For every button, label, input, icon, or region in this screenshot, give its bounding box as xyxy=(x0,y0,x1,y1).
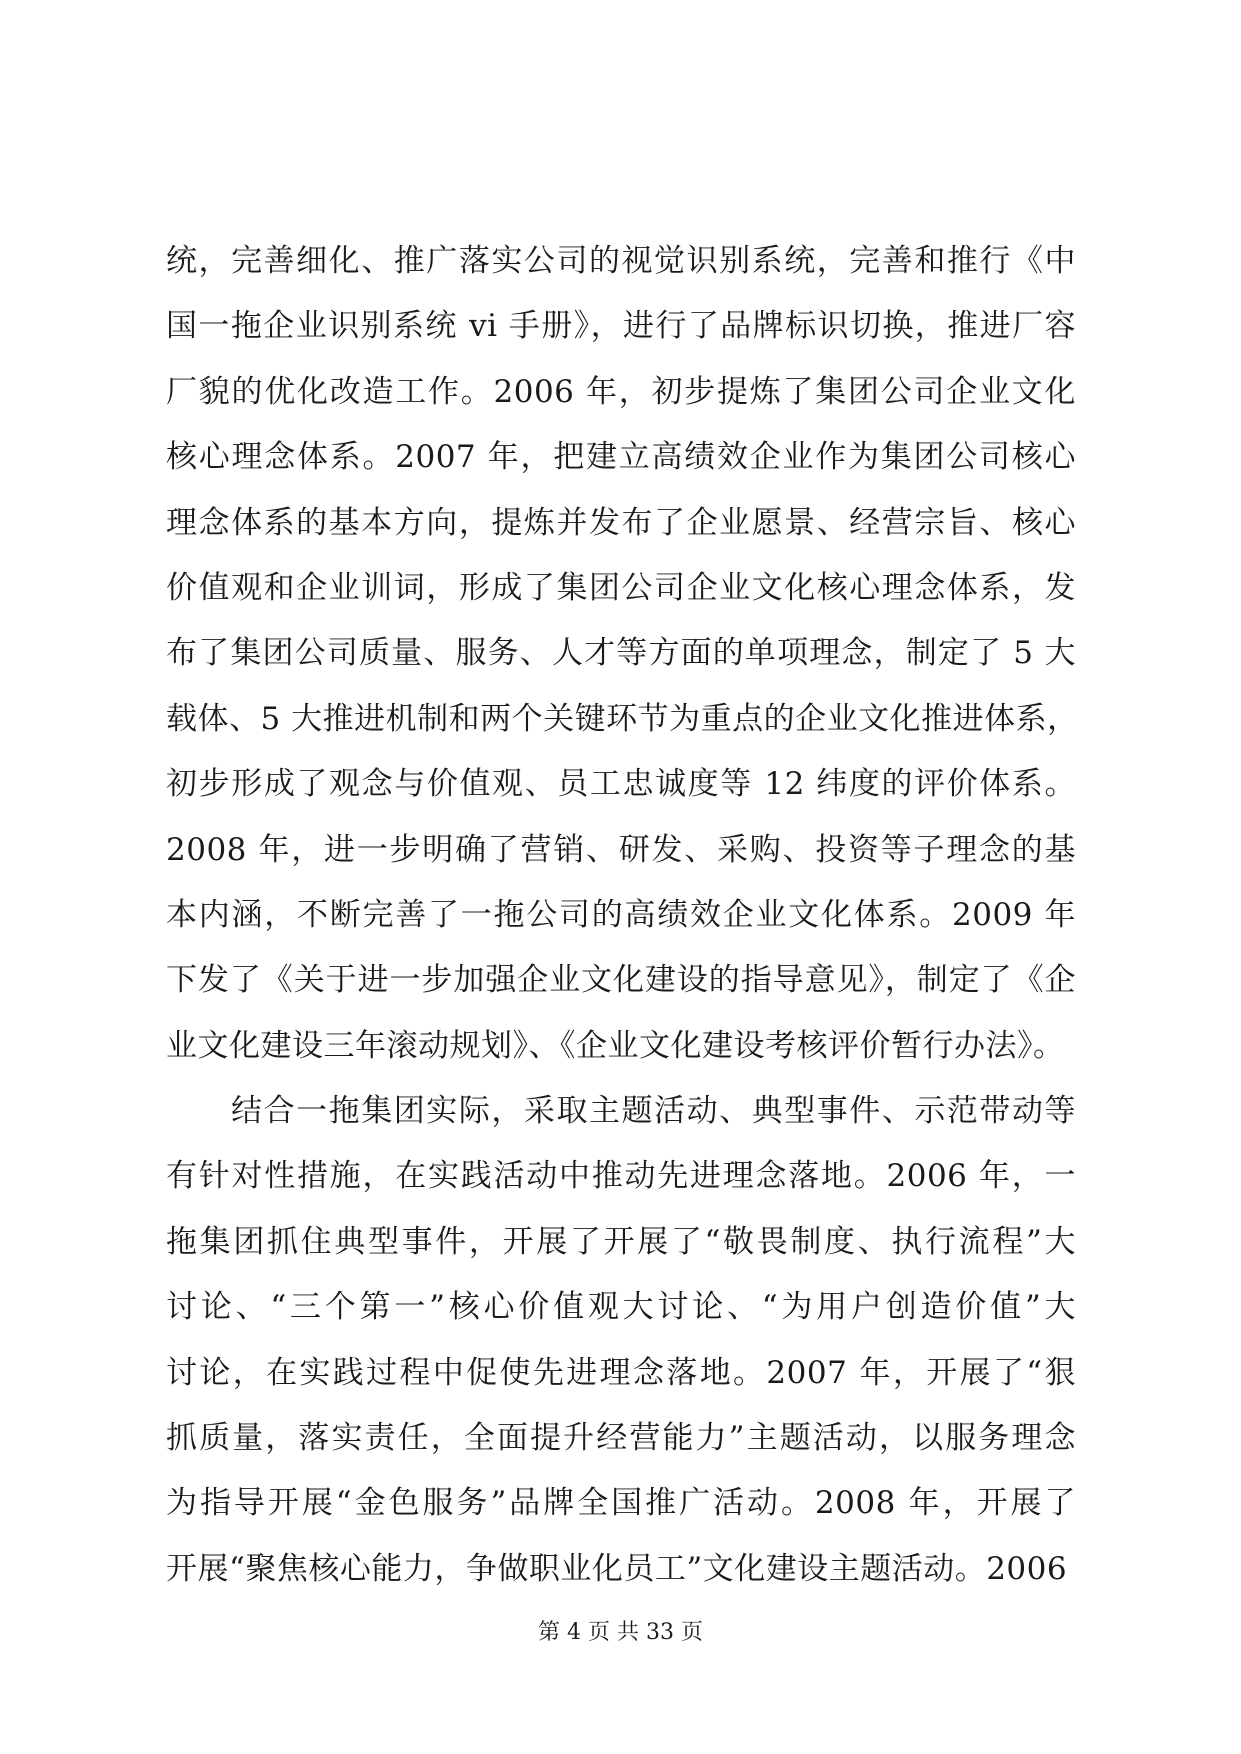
text-line: 开展“聚焦核心能力，争做职业化员工”文化建设主题活动。2006 xyxy=(166,1550,1068,1587)
text-line: 国一拖企业识别系统 vi 手册》，进行了品牌标识切换，推进厂容 xyxy=(166,308,1076,345)
text-line: 为指导开展“金色服务”品牌全国推广活动。2008 年，开展了 xyxy=(166,1485,1076,1522)
text-line: 理念体系的基本方向，提炼并发布了企业愿景、经营宗旨、核心 xyxy=(166,504,1076,541)
text-line: 2008 年，进一步明确了营销、研发、采购、投资等子理念的基 xyxy=(166,831,1076,868)
text-line: 载体、5 大推进机制和两个关键环节为重点的企业文化推进体系， xyxy=(166,700,1079,737)
text-line: 有针对性措施，在实践活动中推动先进理念落地。2006 年，一 xyxy=(166,1158,1076,1195)
text-line: 初步形成了观念与价值观、员工忠诚度等 12 纬度的评价体系。 xyxy=(166,766,1076,803)
paragraph-2 xyxy=(166,1079,1076,1602)
text-line: 讨论、“三个第一”核心价值观大讨论、“为用户创造价值”大 xyxy=(166,1289,1076,1326)
text-line: 本内涵，不断完善了一拖公司的高绩效企业文化体系。2009 年 xyxy=(166,896,1076,933)
text-line: 核心理念体系。2007 年，把建立高绩效企业作为集团公司核心 xyxy=(166,439,1076,476)
text-line: 抓质量，落实责任，全面提升经营能力”主题活动，以服务理念 xyxy=(166,1420,1076,1457)
text-line: 业文化建设三年滚动规划》、《企业文化建设考核评价暂行办法》。 xyxy=(166,1027,1065,1064)
text-line: 拖集团抓住典型事件，开展了开展了“敬畏制度、执行流程”大 xyxy=(166,1223,1076,1260)
text-line: 价值观和企业训词，形成了集团公司企业文化核心理念体系，发 xyxy=(166,569,1076,606)
body-text xyxy=(166,229,1079,1602)
page-number-footer: 第 4 页 共 33 页 xyxy=(538,1620,703,1645)
text-line: 讨论，在实践过程中促使先进理念落地。2007 年，开展了“狠 xyxy=(166,1354,1076,1391)
text-line: 结合一拖集团实际，采取主题活动、典型事件、示范带动等 xyxy=(166,1093,1076,1130)
text-line: 布了集团公司质量、服务、人才等方面的单项理念，制定了 5 大 xyxy=(166,635,1076,672)
paragraph-1 xyxy=(166,229,1079,1079)
text-line: 厂貌的优化改造工作。2006 年，初步提炼了集团公司企业文化 xyxy=(166,373,1076,410)
text-line: 统，完善细化、推广落实公司的视觉识别系统，完善和推行《中 xyxy=(166,243,1076,279)
text-line: 下发了《关于进一步加强企业文化建设的指导意见》，制定了《企 xyxy=(166,962,1076,999)
